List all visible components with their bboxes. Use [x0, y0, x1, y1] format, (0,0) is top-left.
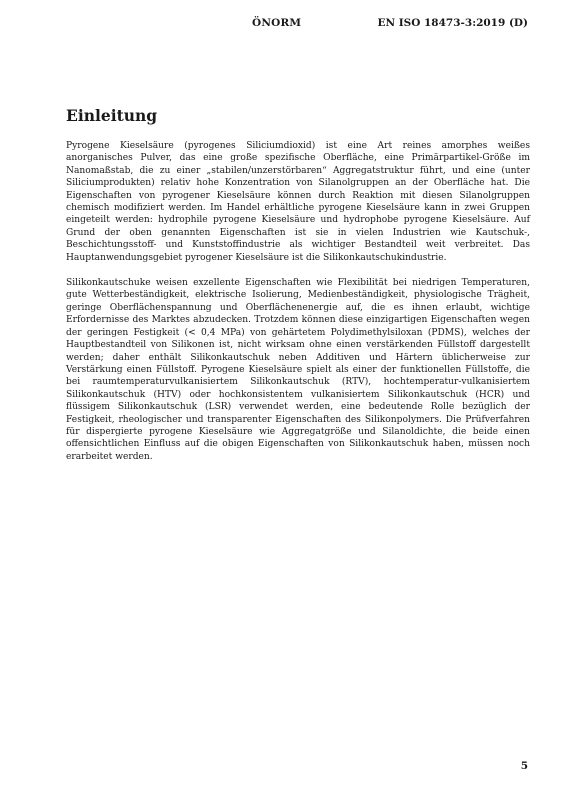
page-number: 5 — [520, 760, 528, 772]
standard-label: ÖNORM — [252, 17, 302, 29]
paragraph-silicone-rubber: Silikonkautschuke weisen exzellente Eigenschaften wie Flexibilität bei niedrigen Temperaturen, gute Wetterbeständigkeit, elektrische Isolierung, Medienbeständigkeit, physiologische Trägheit, geringe Oberflächenspannung und Oberflächenenergie auf, die es ihnen erlaubt, wichtige Erfordernisse des Marktes abzudecken. Trotzdem können diese einzigartigen Eigenschaften wegen der geringen Festigkeit (< 0,4 MPa) von gehärtetem Polydimethylsiloxan (PDMS), welches der Hauptbestandteil von Silikonen ist, nicht wirksam ohne einen verstärkenden Füllstoff dargestellt werden; daher enthält Silikonkautschuk neben Additiven und Härtern üblicherweise zur Verstärkung einen Füllstoff. Pyrogene Kieselsäure spielt als einer der funktionellen Füllstoffe, die bei raumtemperaturvulkanisiertem Silikonkautschuk (RTV), hochtemperatur-vulkanisiertem Silikonkautschuk (HTV) oder hochkonsistentem vulkanisiertem Silikonkautschuk (HCR) und flüssigem Silikonkautschuk (LSR) verwendet werden, eine bedeutende Rolle bezüglich der Festigkeit, rheologischer und transparenter Eigenschaften des Silikonpolymers. Die Prüfverfahren für dispergierte pyrogene Kieselsäure wie Aggregatgröße und Silanoldichte, die beide einen offensichtlichen Einfluss auf die obigen Eigenschaften von Silikonkautschuk haben, müssen noch erarbeitet werden. — [66, 278, 530, 462]
section-body — [66, 140, 530, 476]
section-heading: Einleitung — [66, 106, 158, 125]
document-id: EN ISO 18473-3:2019 (D) — [377, 17, 528, 29]
paragraph-intro: Pyrogene Kieselsäure (pyrogenes Siliciumdioxid) ist eine Art reines amorphes weißes anorganisches Pulver, das eine große spezifische Oberfläche, eine Primärpartikel-Größe im Nanomaßstab, die zu einer „stabilen/unzerstörbaren“ Aggregatstruktur führt, und eine (unter Siliciumprodukten) relativ hohe Konzentration von Silanolgruppen an der Oberfläche hat. Die Eigenschaften von pyrogener Kieselsäure können durch Reaktion mit diesen Silanolgruppen chemisch modifiziert werden. Im Handel erhältliche pyrogene Kieselsäure kann in zwei Gruppen eingeteilt werden: hydrophile pyrogene Kieselsäure und hydrophobe pyrogene Kieselsäure. Auf Grund der oben genannten Eigenschaften ist sie in vielen Industrien wie Kautschuk-, Beschichtungsstoff- und Kunststoffindustrie als wichtiger Bestandteil weit verbreitet. Das Hauptanwendungsgebiet pyrogener Kieselsäure ist die Silikonkautschukindustrie. — [66, 141, 530, 263]
